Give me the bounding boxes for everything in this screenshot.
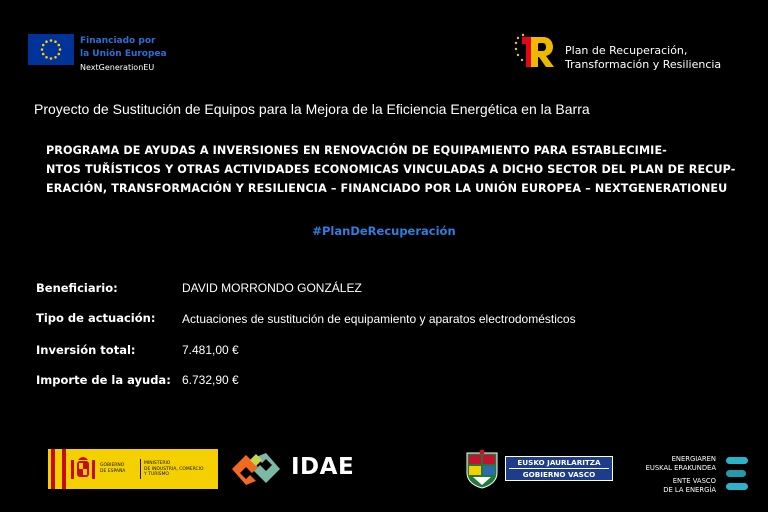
eu-star-icon [57,53,60,56]
investment-label: Inversión total: [36,343,136,357]
flag-stripe-red-2 [62,449,66,489]
eu-line-3: NextGenerationEU [80,63,155,72]
basque-line-1: EUSKO JAURLARITZA [517,458,601,467]
eu-star-icon [45,56,48,59]
hashtag: #PlanDeRecuperación [312,224,456,238]
eu-star-icon [41,48,44,51]
gobierno-vasco-logo [505,456,613,481]
gov-es-line-1: GOBIERNO [100,463,125,468]
eu-star-icon [50,57,53,60]
program-description [46,141,736,198]
ministry-line-2: DE INDUSTRIA, COMERCIO [144,466,204,472]
idae-text: IDAE [291,454,355,480]
basque-shield-icon [463,449,501,489]
aid-label: Importe de la ayuda: [36,373,171,387]
gobierno-espana-logo [48,449,218,489]
eu-flag-icon [28,34,74,65]
eu-star-icon [54,56,57,59]
action-label: Tipo de actuación: [36,311,156,325]
eu-star-icon [59,48,62,51]
eve-line-4: DE LA ENERGÍA [663,486,716,494]
eve-logo-icon [722,455,750,493]
gov-es-line-2: DE ESPAÑA [100,468,126,474]
prtr-logo-icon [513,33,555,69]
idae-logo-icon [228,450,284,488]
eu-funding-text [80,35,167,74]
investment-value: 7.481,00 € [182,343,239,357]
eu-star-icon [42,44,45,47]
aid-value: 6.732,90 € [182,373,239,387]
beneficiary-value: DAVID MORRONDO GONZÁLEZ [182,281,362,295]
prtr-line-2: Transformación y Resiliencia [565,58,722,71]
eve-text [646,455,716,495]
prtr-text [565,44,721,72]
eve-line-2: EUSKAL ERAKUNDEA [645,464,716,472]
program-line-1: PROGRAMA DE AYUDAS A INVERSIONES EN RENOVACIÓN DE EQUIPAMIENTO PARA ESTABLECIMIE- [46,144,667,157]
program-line-2: NTOS TUŘÍSTICOS Y OTRAS ACTIVIDADES ECONOMICAS VINCULADAS A DICHO SECTOR DEL PLAN DE RECUP- [46,163,736,176]
eu-star-icon [54,40,57,43]
eu-star-icon [50,39,53,42]
action-value: Actuaciones de sustitución de equipamiento y aparatos electrodomésticos [182,312,576,326]
program-line-3: ERACIÓN, TRANSFORMACIÓN Y RESILIENCIA – FINANCIADO POR LA UNIÓN EUROPEA – NEXTGENERATIONEU [46,182,728,195]
basque-line-2: GOBIERNO VASCO [522,470,596,479]
coat-of-arms-icon [68,454,98,484]
eu-star-icon [57,44,60,47]
flag-stripe-yellow [55,449,62,489]
prtr-line-1: Plan de Recuperación, [565,44,688,57]
eve-line-3: ENTE VASCO [672,477,716,485]
eu-star-icon [42,53,45,56]
eu-star-icon [45,40,48,43]
eve-line-1: ENERGIAREN [671,455,716,463]
beneficiary-label: Beneficiario: [36,281,118,295]
eu-line-2: la Unión Europea [80,49,167,59]
project-title: Proyecto de Sustitución de Equipos para la Mejora de la Eficiencia Energética en la Barra [34,101,590,117]
ministry-line-1: MINISTERIO [144,461,171,466]
ministry-line-3: Y TURISMO [144,472,169,477]
eu-line-1: Financiado por [80,36,156,46]
